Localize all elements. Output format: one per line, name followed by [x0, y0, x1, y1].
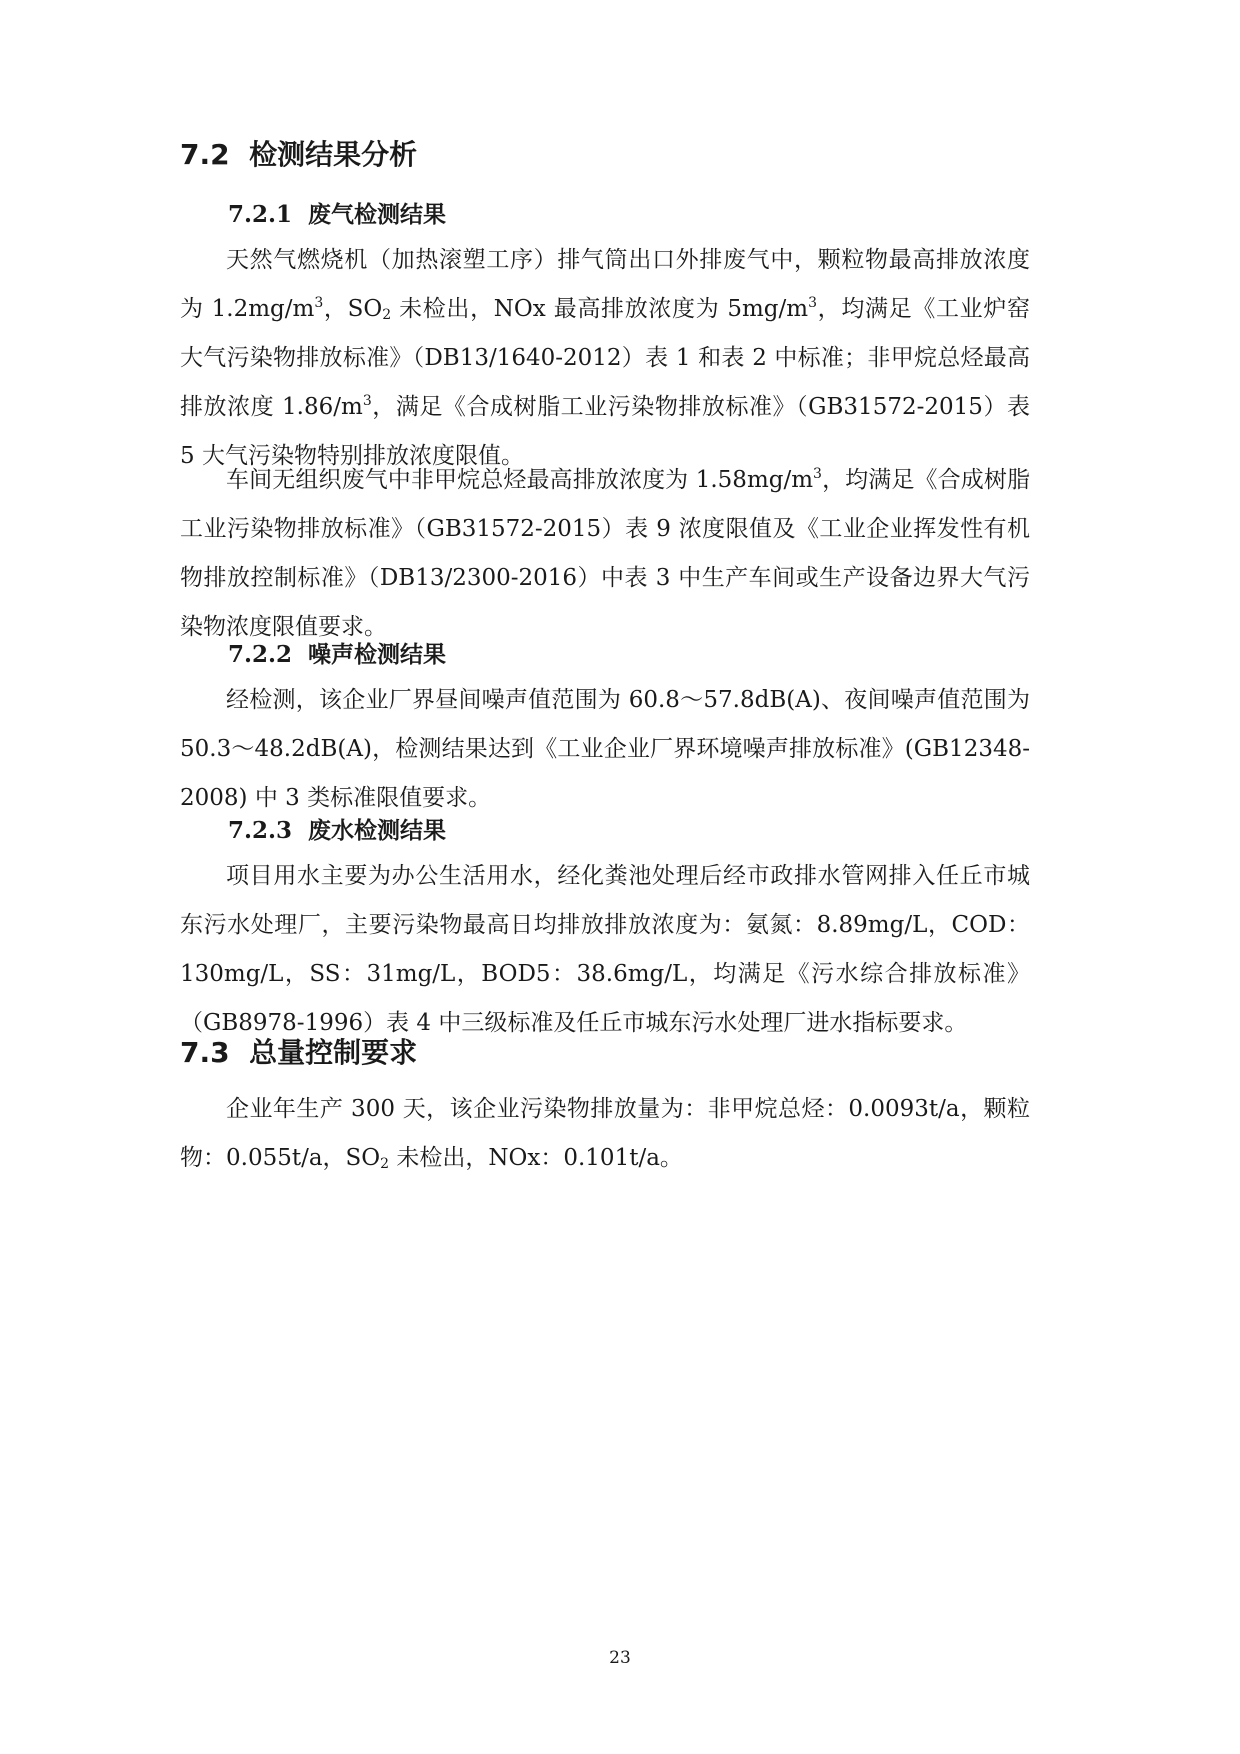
section-number: 7.3 — [180, 1036, 230, 1069]
page-number: 23 — [609, 1648, 631, 1668]
subsection-heading-7-2-3 — [228, 816, 446, 846]
subsection-number: 7.2.1 — [228, 201, 293, 228]
subsection-title: 噪声检测结果 — [308, 641, 447, 668]
wastewater-paragraph: 项目用水主要为办公生活用水，经化粪池处理后经市政排水管网排入任丘市城东污水处理厂，主要污染物最高日均排放排放浓度为：氨氮：8.89mg/L，COD：130mg/L，SS：31mg/L，BOD5：38.6mg/L，均满足《污水综合排放标准》（GB8978-1996）表 4 中三级标准及任丘市城东污水处理厂进水指标要求。 — [180, 863, 1030, 1036]
section-number: 7.2 — [180, 138, 230, 171]
section-title: 检测结果分析 — [249, 138, 418, 171]
fugitive-gas-paragraph: 车间无组织废气中非甲烷总烃最高排放浓度为 $1.58mg/m^3$，均满足《合成树脂工业污染物排放标准》（GB31572-2015）表 9 浓度限值及《工业企业挥发性有机物排放控制标准》（DB13/2300-2016）中表 3 中生产车间或生产设备边界大气污染物浓度限值要求。 — [180, 466, 1030, 640]
section-title: 总量控制要求 — [249, 1036, 418, 1069]
subsection-heading-7-2-2 — [228, 640, 446, 670]
noise-paragraph: 经检测，该企业厂界昼间噪声值范围为 60.8～57.8dB(A)、夜间噪声值范围为 50.3～48.2dB(A)，检测结果达到《工业企业厂界环境噪声排放标准》(GB12348-2008) 中 3 类标准限值要求。 — [180, 687, 1030, 811]
subsection-title: 废水检测结果 — [308, 817, 447, 844]
subsection-number: 7.2.3 — [228, 817, 293, 844]
subsection-heading-7-2-1 — [228, 200, 446, 230]
subsection-title: 废气检测结果 — [308, 201, 447, 228]
total-control-paragraph: 企业年生产 300 天，该企业污染物排放量为：非甲烷总烃：0.0093t/a，颗粒物：0.055t/a，$SO_2$ 未检出，NOx：0.101t/a。 — [180, 1096, 1030, 1172]
subsection-number: 7.2.2 — [228, 641, 293, 668]
section-heading-7-3 — [180, 1035, 417, 1071]
section-heading-7-2 — [180, 137, 417, 173]
waste-gas-paragraph: 天然气燃烧机（加热滚塑工序）排气筒出口外排废气中，颗粒物最高排放浓度为 $1.2mg/m^3$，$SO_2$ 未检出，NOx 最高排放浓度为 $5mg/m^3$，均满足《工业炉窑大气污染物排放标准》（DB13/1640-2012）表 1 和表 2 中标准；非甲烷总烃最高排放浓度 $1.86/m^3$，满足《合成树脂工业污染物排放标准》（GB31572-2015）表 5 大气污染物特别排放浓度限值。 — [180, 247, 1031, 469]
